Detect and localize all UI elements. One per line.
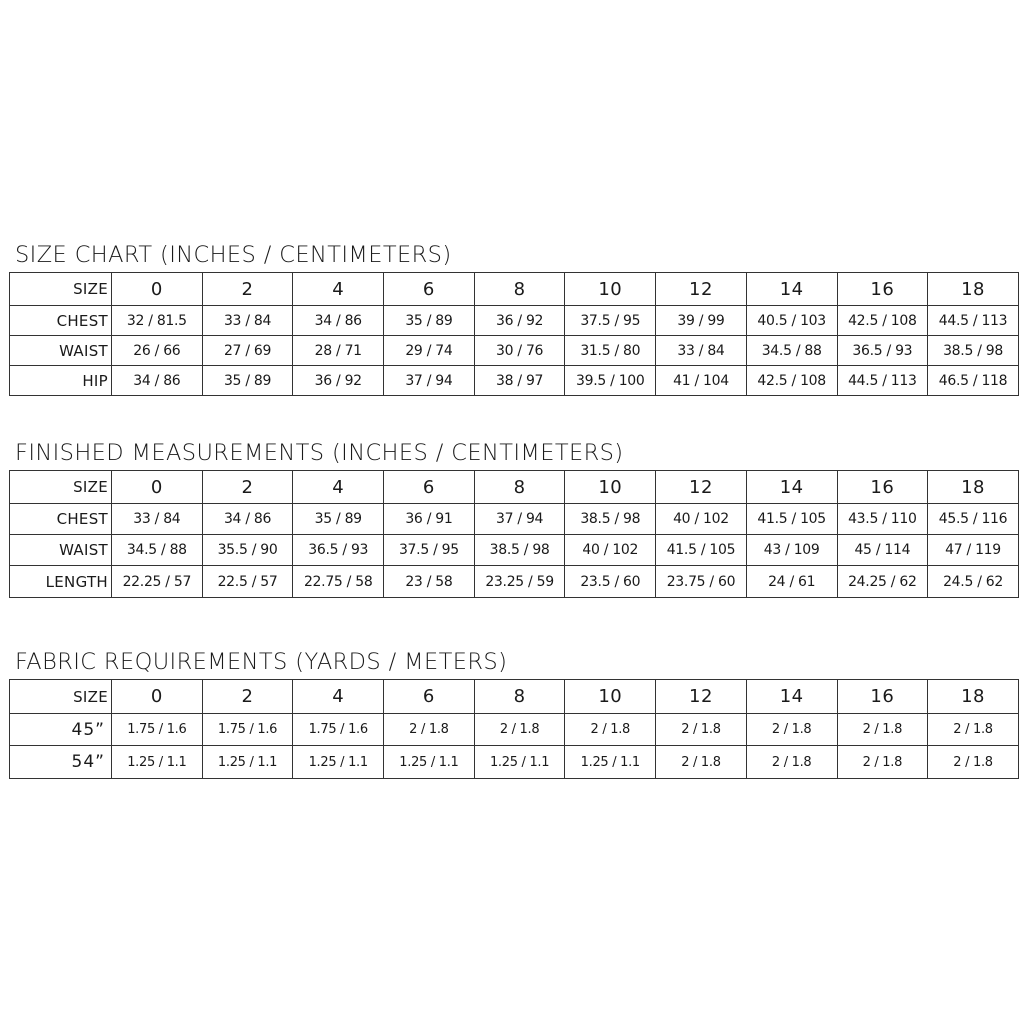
fabric-requirements-title: FABRIC REQUIREMENTS (YARDS / METERS) (15, 649, 508, 675)
table-cell: 1.25 / 1.1 (293, 746, 384, 779)
size-header-cell: 8 (474, 680, 565, 714)
row-label: WAIST (10, 336, 112, 366)
size-header-row (10, 680, 1019, 714)
table-cell: 43.5 / 110 (837, 504, 928, 535)
table-cell: 35.5 / 90 (202, 535, 293, 566)
row-label: 45” (10, 714, 112, 746)
table-cell: 44.5 / 113 (837, 366, 928, 396)
table-row (10, 566, 1019, 598)
size-header-cell: 14 (746, 471, 837, 504)
table-cell: 1.75 / 1.6 (112, 714, 203, 746)
table-cell: 36 / 92 (293, 366, 384, 396)
size-header-cell: 4 (293, 680, 384, 714)
table-cell: 31.5 / 80 (565, 336, 656, 366)
table-cell: 47 / 119 (928, 535, 1019, 566)
table-cell: 2 / 1.8 (656, 746, 747, 779)
table-cell: 24.25 / 62 (837, 566, 928, 598)
table-row (10, 504, 1019, 535)
table-row (10, 535, 1019, 566)
table-cell: 1.75 / 1.6 (293, 714, 384, 746)
size-header-cell: 10 (565, 680, 656, 714)
size-header-cell: 2 (202, 273, 293, 306)
size-chart-table (9, 272, 1019, 396)
table-cell: 46.5 / 118 (928, 366, 1019, 396)
size-header-cell: 10 (565, 273, 656, 306)
size-header-cell: 6 (384, 273, 475, 306)
table-cell: 40 / 102 (656, 504, 747, 535)
table-cell: 41.5 / 105 (746, 504, 837, 535)
table-cell: 2 / 1.8 (837, 714, 928, 746)
size-header-cell: 16 (837, 273, 928, 306)
table-row (10, 306, 1019, 336)
size-header-label: SIZE (10, 680, 112, 714)
size-header-cell: 8 (474, 471, 565, 504)
table-cell: 34.5 / 88 (112, 535, 203, 566)
table-cell: 23 / 58 (384, 566, 475, 598)
table-cell: 37 / 94 (384, 366, 475, 396)
size-header-cell: 8 (474, 273, 565, 306)
row-label: CHEST (10, 306, 112, 336)
table-cell: 45 / 114 (837, 535, 928, 566)
table-cell: 26 / 66 (112, 336, 203, 366)
row-label: HIP (10, 366, 112, 396)
table-cell: 37.5 / 95 (384, 535, 475, 566)
table-cell: 45.5 / 116 (928, 504, 1019, 535)
table-cell: 29 / 74 (384, 336, 475, 366)
size-header-cell: 2 (202, 680, 293, 714)
table-cell: 27 / 69 (202, 336, 293, 366)
table-cell: 22.25 / 57 (112, 566, 203, 598)
size-header-cell: 16 (837, 680, 928, 714)
table-cell: 2 / 1.8 (474, 714, 565, 746)
table-cell: 34 / 86 (202, 504, 293, 535)
table-cell: 35 / 89 (202, 366, 293, 396)
table-row (10, 746, 1019, 779)
size-header-label: SIZE (10, 273, 112, 306)
table-cell: 33 / 84 (656, 336, 747, 366)
table-cell: 37 / 94 (474, 504, 565, 535)
table-cell: 24.5 / 62 (928, 566, 1019, 598)
table-cell: 2 / 1.8 (656, 714, 747, 746)
size-header-cell: 12 (656, 680, 747, 714)
table-cell: 23.5 / 60 (565, 566, 656, 598)
table-cell: 35 / 89 (384, 306, 475, 336)
row-label: WAIST (10, 535, 112, 566)
size-header-cell: 0 (112, 680, 203, 714)
finished-measurements-table (9, 470, 1019, 598)
size-header-cell: 18 (928, 273, 1019, 306)
table-cell: 44.5 / 113 (928, 306, 1019, 336)
row-label: LENGTH (10, 566, 112, 598)
table-cell: 42.5 / 108 (837, 306, 928, 336)
table-cell: 38 / 97 (474, 366, 565, 396)
table-cell: 33 / 84 (202, 306, 293, 336)
table-row (10, 366, 1019, 396)
size-header-cell: 16 (837, 471, 928, 504)
table-cell: 38.5 / 98 (565, 504, 656, 535)
finished-measurements-title: FINISHED MEASUREMENTS (INCHES / CENTIMETERS) (15, 440, 624, 466)
table-cell: 2 / 1.8 (837, 746, 928, 779)
table-cell: 1.25 / 1.1 (112, 746, 203, 779)
table-cell: 1.75 / 1.6 (202, 714, 293, 746)
size-chart-title: SIZE CHART (INCHES / CENTIMETERS) (15, 242, 452, 268)
size-header-row (10, 273, 1019, 306)
table-cell: 36 / 91 (384, 504, 475, 535)
table-cell: 30 / 76 (474, 336, 565, 366)
table-row (10, 336, 1019, 366)
table-cell: 40 / 102 (565, 535, 656, 566)
size-header-cell: 6 (384, 680, 475, 714)
table-cell: 2 / 1.8 (565, 714, 656, 746)
table-row (10, 714, 1019, 746)
size-header-cell: 10 (565, 471, 656, 504)
table-cell: 1.25 / 1.1 (565, 746, 656, 779)
table-cell: 43 / 109 (746, 535, 837, 566)
table-cell: 38.5 / 98 (928, 336, 1019, 366)
table-cell: 28 / 71 (293, 336, 384, 366)
table-cell: 41.5 / 105 (656, 535, 747, 566)
size-header-label: SIZE (10, 471, 112, 504)
size-header-row (10, 471, 1019, 504)
size-header-cell: 4 (293, 471, 384, 504)
table-cell: 39.5 / 100 (565, 366, 656, 396)
size-header-cell: 4 (293, 273, 384, 306)
table-cell: 2 / 1.8 (928, 746, 1019, 779)
fabric-requirements-table (9, 679, 1019, 779)
table-cell: 35 / 89 (293, 504, 384, 535)
size-header-cell: 18 (928, 680, 1019, 714)
table-cell: 36.5 / 93 (837, 336, 928, 366)
size-header-cell: 2 (202, 471, 293, 504)
table-cell: 37.5 / 95 (565, 306, 656, 336)
table-cell: 41 / 104 (656, 366, 747, 396)
size-header-cell: 12 (656, 471, 747, 504)
table-cell: 23.75 / 60 (656, 566, 747, 598)
row-label: CHEST (10, 504, 112, 535)
table-cell: 39 / 99 (656, 306, 747, 336)
size-header-cell: 6 (384, 471, 475, 504)
table-cell: 40.5 / 103 (746, 306, 837, 336)
size-header-cell: 14 (746, 680, 837, 714)
table-cell: 2 / 1.8 (928, 714, 1019, 746)
table-cell: 1.25 / 1.1 (384, 746, 475, 779)
table-cell: 33 / 84 (112, 504, 203, 535)
size-header-cell: 0 (112, 471, 203, 504)
table-cell: 24 / 61 (746, 566, 837, 598)
table-cell: 2 / 1.8 (746, 746, 837, 779)
row-label: 54” (10, 746, 112, 779)
table-cell: 36 / 92 (474, 306, 565, 336)
table-cell: 38.5 / 98 (474, 535, 565, 566)
table-cell: 42.5 / 108 (746, 366, 837, 396)
table-cell: 34 / 86 (112, 366, 203, 396)
table-cell: 32 / 81.5 (112, 306, 203, 336)
table-cell: 34.5 / 88 (746, 336, 837, 366)
table-cell: 22.5 / 57 (202, 566, 293, 598)
table-cell: 2 / 1.8 (746, 714, 837, 746)
table-cell: 2 / 1.8 (384, 714, 475, 746)
table-cell: 1.25 / 1.1 (202, 746, 293, 779)
table-cell: 23.25 / 59 (474, 566, 565, 598)
size-header-cell: 18 (928, 471, 1019, 504)
table-cell: 36.5 / 93 (293, 535, 384, 566)
size-header-cell: 14 (746, 273, 837, 306)
size-header-cell: 0 (112, 273, 203, 306)
table-cell: 34 / 86 (293, 306, 384, 336)
table-cell: 1.25 / 1.1 (474, 746, 565, 779)
size-header-cell: 12 (656, 273, 747, 306)
table-cell: 22.75 / 58 (293, 566, 384, 598)
